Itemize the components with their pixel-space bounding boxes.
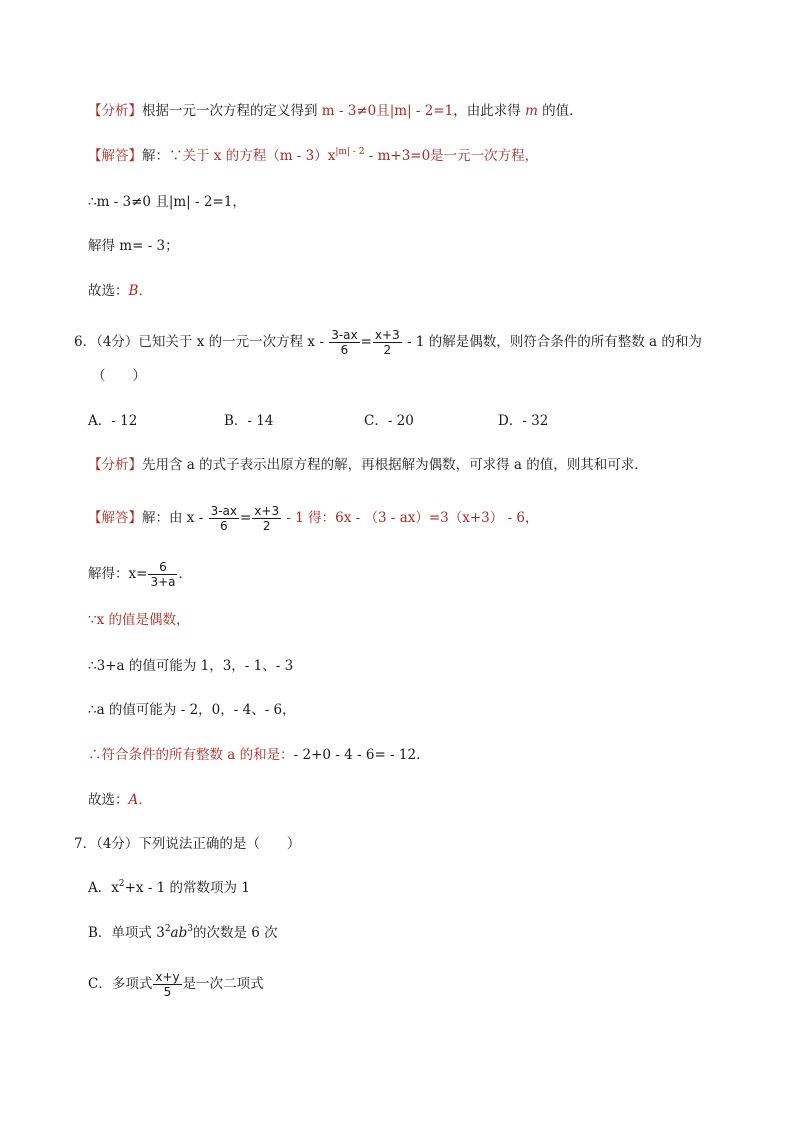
q7-option-a: A．$x^2+x - 1$ 的常数项为 1 [88, 879, 250, 896]
analysis-tag: 【分析】 [88, 103, 142, 119]
solution-tag: 【解答】 [88, 510, 142, 526]
q6-option-d: D．- 32 [498, 413, 549, 429]
q6-solution: 【解答】解：由 x - $\frac{3-ax}{6}$ = $\frac{x+3}{2}$ - 1 得：6x - （3 - ax）=3（x+3） - 6， [88, 504, 539, 533]
q6-analysis: 【分析】先用含 a 的式子表示出原方程的解，再根据解为偶数，可求得 a 的值，则其和可求． [88, 457, 648, 473]
q6-step3: ∴a 的值可能为 - 2，0，- 4、- 6， [88, 702, 296, 718]
q6-option-c: C．- 20 [364, 413, 414, 429]
q7-option-c: C．多项式 $\frac{x+y}{5}$ 是一次二项式 [88, 970, 264, 999]
q7-stem: 7．（4分）下列说法正确的是（ ） [74, 836, 301, 852]
q5-step1: ∴m - 3≠0 且|m| - 2=1， [88, 194, 246, 210]
q6-option-b: B．- 14 [224, 413, 274, 429]
q5-step2: 解得 m= - 3； [88, 238, 179, 254]
fraction: $\frac{x+y}{5}$ [155, 970, 180, 999]
q6-stem: 6．（4分）已知关于 x 的一元一次方程 x - $\frac{3-ax}{6}$ = $\frac{x+3}{2}$ - 1 的解是偶数，则符合条件的所有整数 a 的和为 [74, 328, 702, 357]
q7-option-b: B．单项式 $3^2ab^3$的次数是 6 次 [88, 924, 278, 941]
q5-analysis: 【分析】根据一元一次方程的定义得到 m - 3≠0且|m| - 2=1，由此求得 m 的值． [88, 103, 583, 119]
fraction: $\frac{6}{3+a}$ [150, 560, 176, 589]
q6-step2: ∴3+a 的值可能为 1，3，- 1、- 3 [88, 658, 294, 674]
fraction: $\frac{3-ax}{6}$ [210, 504, 237, 533]
q5-choice: 故选：B． [88, 283, 152, 299]
q6-step1: ∵x 的值是偶数， [88, 612, 190, 628]
q6-solve: 解得：x= $\frac{6}{3+a}$ ． [88, 560, 192, 589]
q6-step4: ∴符合条件的所有整数 a 的和是：- 2+0 - 4 - 6= - 12． [88, 747, 430, 763]
q6-paren: （ ） [92, 368, 146, 384]
analysis-tag: 【分析】 [88, 457, 142, 473]
fraction: $\frac{x+3}{2}$ [374, 328, 400, 357]
q6-option-a: A．- 12 [88, 413, 138, 429]
fraction: $\frac{x+3}{2}$ [254, 504, 280, 533]
q5-solution: 【解答】解：∵关于 x 的方程$(m - 3)x^{|m| - 2} - m+3=0$是一元一次方程， [88, 147, 539, 164]
solution-tag: 【解答】 [88, 148, 142, 164]
fraction: $\frac{3-ax}{6}$ [331, 328, 358, 357]
q6-choice: 故选：A． [88, 792, 152, 808]
